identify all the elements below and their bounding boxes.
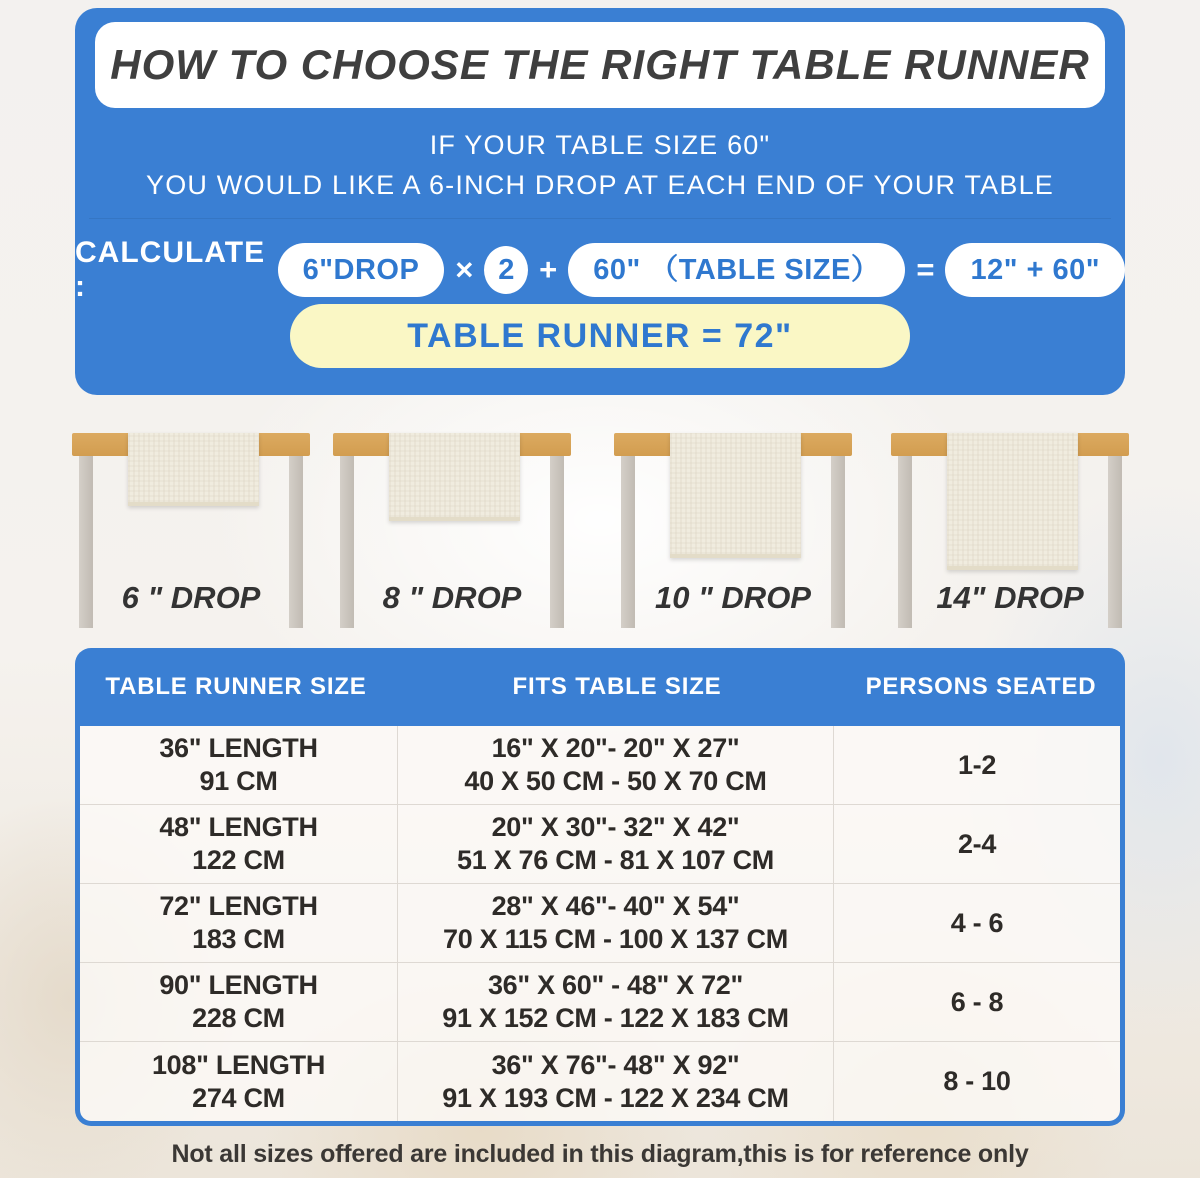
drop-label: 8 " DROP [382,580,522,615]
result-pill: TABLE RUNNER = 72" [290,304,910,368]
drop-figure-6in [72,425,310,628]
drop-figure-14in [891,425,1129,628]
drop-label: 14" DROP [936,580,1084,615]
page-title: HOW TO CHOOSE THE RIGHT TABLE RUNNER [110,41,1090,88]
runner-size-cm: 91 CM [199,766,278,796]
fits-size-inches: 20" X 30"- 32" X 42" [491,812,740,843]
table-runner-illustration [128,433,259,506]
times-operator: × [455,252,474,287]
fits-size-inches: 16" X 20"- 20" X 27" [491,733,740,764]
info-banner [75,8,1125,395]
table-runner-illustration [947,433,1078,570]
runner-size-cell [80,726,397,804]
fits-size-cell [397,884,834,962]
persons-cell: 8 - 10 [943,1066,1011,1097]
drop-value-pill: 6"DROP [278,243,445,297]
runner-size-inches: 90" LENGTH [159,970,318,1001]
drop-figure-8in [333,425,571,628]
table-header-row [75,648,1125,726]
runner-size-inches: 48" LENGTH [159,812,318,843]
fits-size-cell [397,963,834,1041]
title-box [95,22,1105,108]
fits-size-inches: 36" X 60" - 48" X 72" [487,970,744,1001]
runner-size-cell [80,1042,397,1121]
equals-operator: = [916,252,935,287]
banner-divider [89,218,1111,219]
table-row [80,726,1120,805]
fits-size-cm: 91 X 152 CM - 122 X 183 CM [442,1003,789,1033]
calculation-row [75,236,1125,304]
fits-size-cm: 70 X 115 CM - 100 X 137 CM [443,924,788,954]
drop-figure-10in [614,425,852,628]
table-row [80,1042,1120,1121]
runner-size-cm: 122 CM [192,845,285,875]
size-reference-table [75,648,1125,1126]
multiplier-circle: 2 [484,246,528,294]
persons-cell: 2-4 [957,828,997,859]
fits-size-cell [397,1042,834,1121]
drop-label: 6 " DROP [121,580,261,615]
table-runner-illustration [389,433,520,521]
runner-size-inches: 108" LENGTH [151,1049,326,1080]
table-runner-illustration [670,433,801,558]
subtitle-line-2: YOU WOULD LIKE A 6-INCH DROP AT EACH END OF YOUR TABLE [145,170,1054,200]
header-persons-seated: PERSONS SEATED [865,673,1097,700]
fits-size-inches: 28" X 46"- 40" X 54" [491,891,740,922]
runner-size-inches: 36" LENGTH [159,733,318,764]
plus-operator: + [539,252,558,287]
table-row [80,963,1120,1042]
runner-size-inches: 72" LENGTH [159,891,318,922]
fits-size-cm: 91 X 193 CM - 122 X 234 CM [442,1082,789,1113]
runner-size-cell [80,805,397,883]
header-fits-table-size: FITS TABLE SIZE [512,673,722,700]
runner-size-cm: 183 CM [192,924,285,954]
persons-cell: 4 - 6 [950,907,1004,938]
reference-footnote: Not all sizes offered are included in this diagram,this is for reference only [171,1140,1029,1168]
drop-label: 10 " DROP [655,580,811,615]
fits-size-cm: 40 X 50 CM - 50 X 70 CM [464,766,767,796]
persons-cell: 6 - 8 [950,986,1004,1017]
fits-size-inches: 36" X 76"- 48" X 92" [491,1049,740,1080]
table-row [80,805,1120,884]
subtitle-line-1: IF YOUR TABLE SIZE 60" [429,130,771,160]
table-size-pill: 60" （TABLE SIZE） [568,243,905,297]
header-runner-size: TABLE RUNNER SIZE [105,673,367,700]
fits-size-cell [397,805,834,883]
fits-size-cell [397,726,834,804]
table-body [75,726,1125,1126]
sum-pill: 12" + 60" [945,243,1125,297]
calculate-label: CALCULATE : [75,236,266,303]
runner-size-cell [80,884,397,962]
runner-size-cm: 274 CM [192,1082,285,1113]
fits-size-cm: 51 X 76 CM - 81 X 107 CM [457,845,774,875]
runner-size-cell [80,963,397,1041]
persons-cell: 1-2 [957,749,997,780]
runner-size-cm: 228 CM [192,1003,285,1033]
table-row [80,884,1120,963]
